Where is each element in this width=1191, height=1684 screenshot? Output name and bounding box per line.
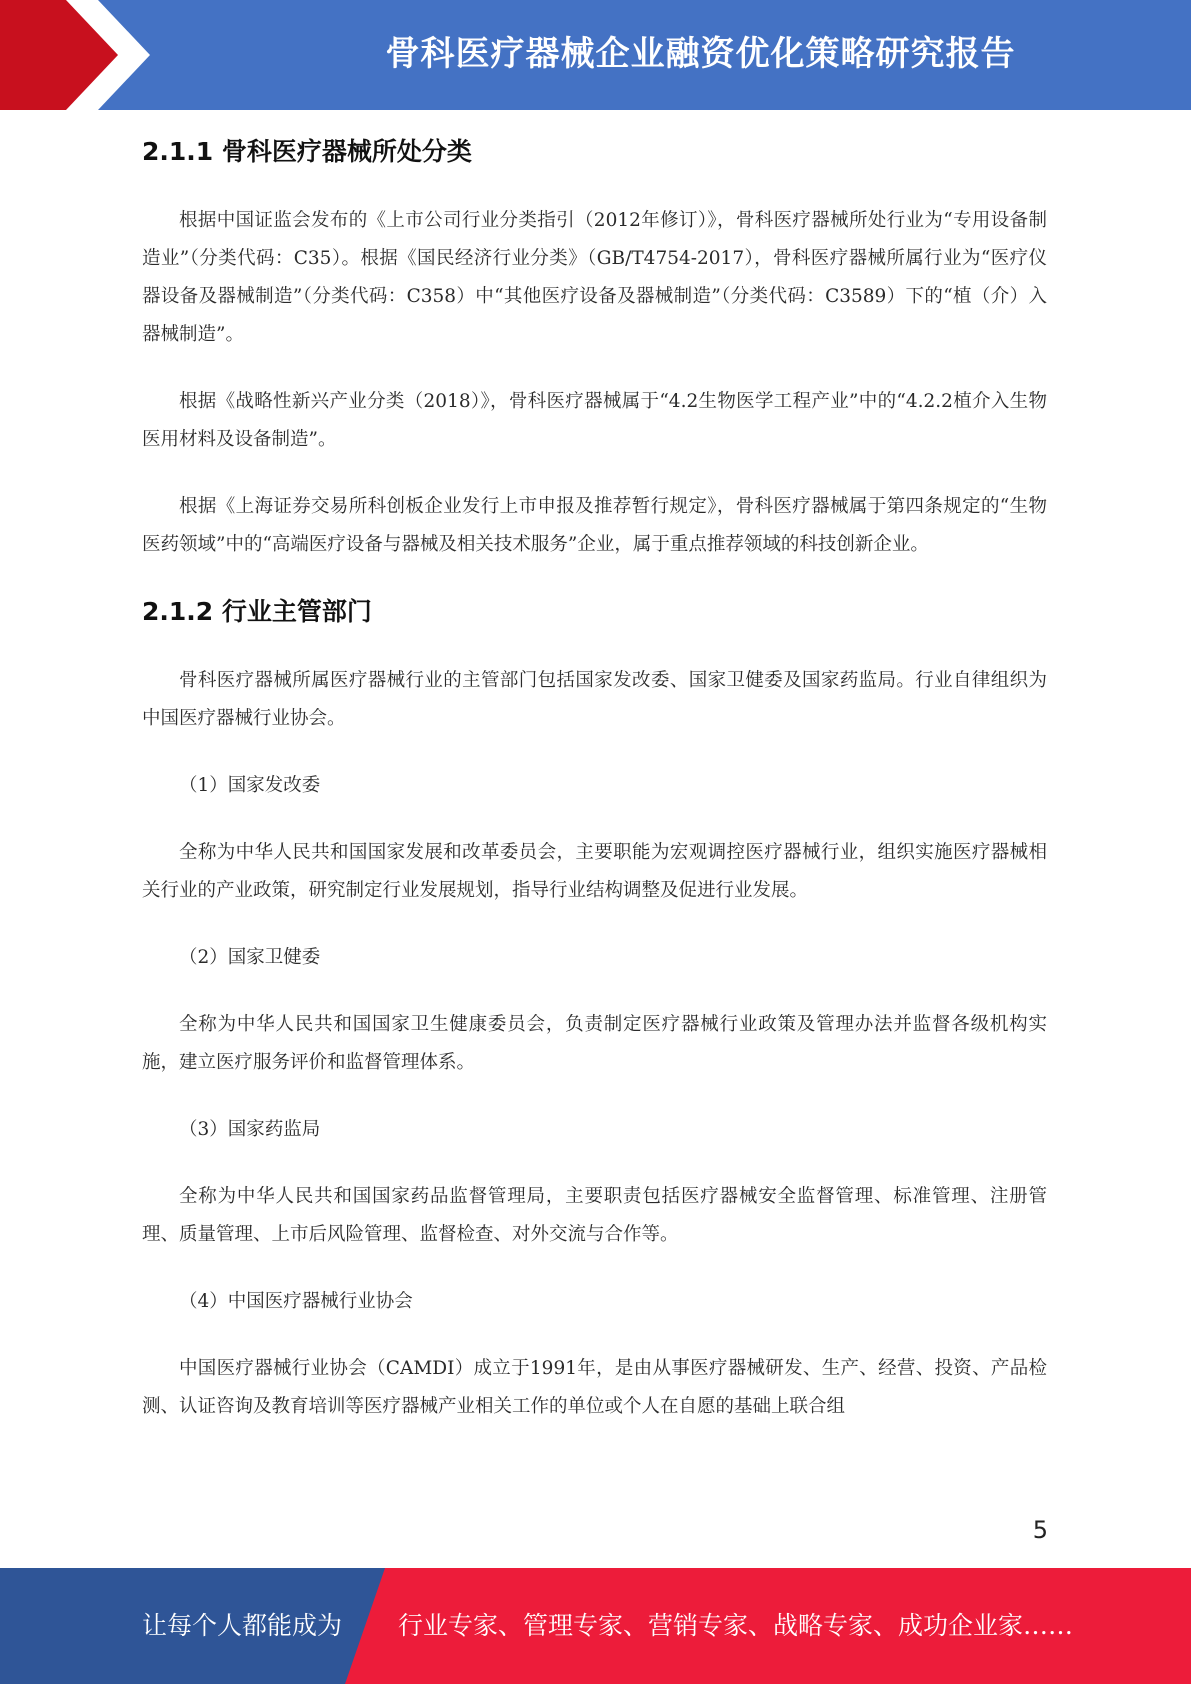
paragraph: 全称为中华人民共和国国家发展和改革委员会，主要职能为宏观调控医疗器械行业，组织实施医疗器械相关行业的产业政策，研究制定行业发展规划，指导行业结构调整及促进行业发展。 — [142, 842, 1047, 901]
report-title: 骨科医疗器械企业融资优化策略研究报告 — [385, 34, 1016, 74]
paragraph: 全称为中华人民共和国国家卫生健康委员会，负责制定医疗器械行业政策及管理办法并监督各级机构实施，建立医疗服务评价和监督管理体系。 — [142, 1014, 1047, 1073]
footer-slogan-left: 让每个人都能成为 — [142, 1611, 343, 1640]
paragraph: 根据《战略性新兴产业分类（2018）》，骨科医疗器械属于“4.2生物医学工程产业”中的“4.2.2植介入生物医用材料及设备制造”。 — [142, 391, 1047, 450]
section-heading-2-1-2: 2.1.2 行业主管部门 — [142, 597, 372, 626]
footer-slogan-right: 行业专家、管理专家、营销专家、战略专家、成功企业家…… — [398, 1611, 1074, 1640]
document-body — [142, 128, 1047, 1426]
page-number: 5 — [1032, 1516, 1048, 1544]
paragraph: 全称为中华人民共和国国家药品监督管理局，主要职责包括医疗器械安全监督管理、标准管理、注册管理、质量管理、上市后风险管理、监督检查、对外交流与合作等。 — [142, 1186, 1047, 1245]
paragraph: 根据《上海证券交易所科创板企业发行上市申报及推荐暂行规定》，骨科医疗器械属于第四条规定的“生物医药领域”中的“高端医疗设备与器械及相关技术服务”企业，属于重点推荐领域的科技创新企业。 — [142, 496, 1047, 555]
page-footer-banner — [0, 1568, 1191, 1684]
item-title-camdi: （4）中国医疗器械行业协会 — [179, 1291, 413, 1312]
item-title-nhc: （2）国家卫健委 — [179, 947, 321, 968]
section-heading-2-1-1: 2.1.1 骨科医疗器械所处分类 — [142, 137, 472, 166]
item-title-ndrc: （1）国家发改委 — [179, 775, 321, 796]
item-title-nmpa: （3）国家药监局 — [179, 1119, 321, 1140]
page-header-banner — [0, 0, 1191, 110]
paragraph: 根据中国证监会发布的《上市公司行业分类指引（2012年修订）》，骨科医疗器械所处行业为“专用设备制造业”（分类代码：C35）。根据《国民经济行业分类》（GB/T4754-2017），骨科医疗器械所属行业为“医疗仪器设备及器械制造”（分类代码：C358）中“其他医疗设备及器械制造”（分类代码：C3589）下的“植（介）入器械制造”。 — [142, 210, 1047, 345]
paragraph: 骨科医疗器械所属医疗器械行业的主管部门包括国家发改委、国家卫健委及国家药监局。行业自律组织为中国医疗器械行业协会。 — [142, 670, 1047, 729]
paragraph: 中国医疗器械行业协会（CAMDI）成立于1991年，是由从事医疗器械研发、生产、经营、投资、产品检测、认证咨询及教育培训等医疗器械产业相关工作的单位或个人在自愿的基础上联合组 — [142, 1358, 1047, 1417]
